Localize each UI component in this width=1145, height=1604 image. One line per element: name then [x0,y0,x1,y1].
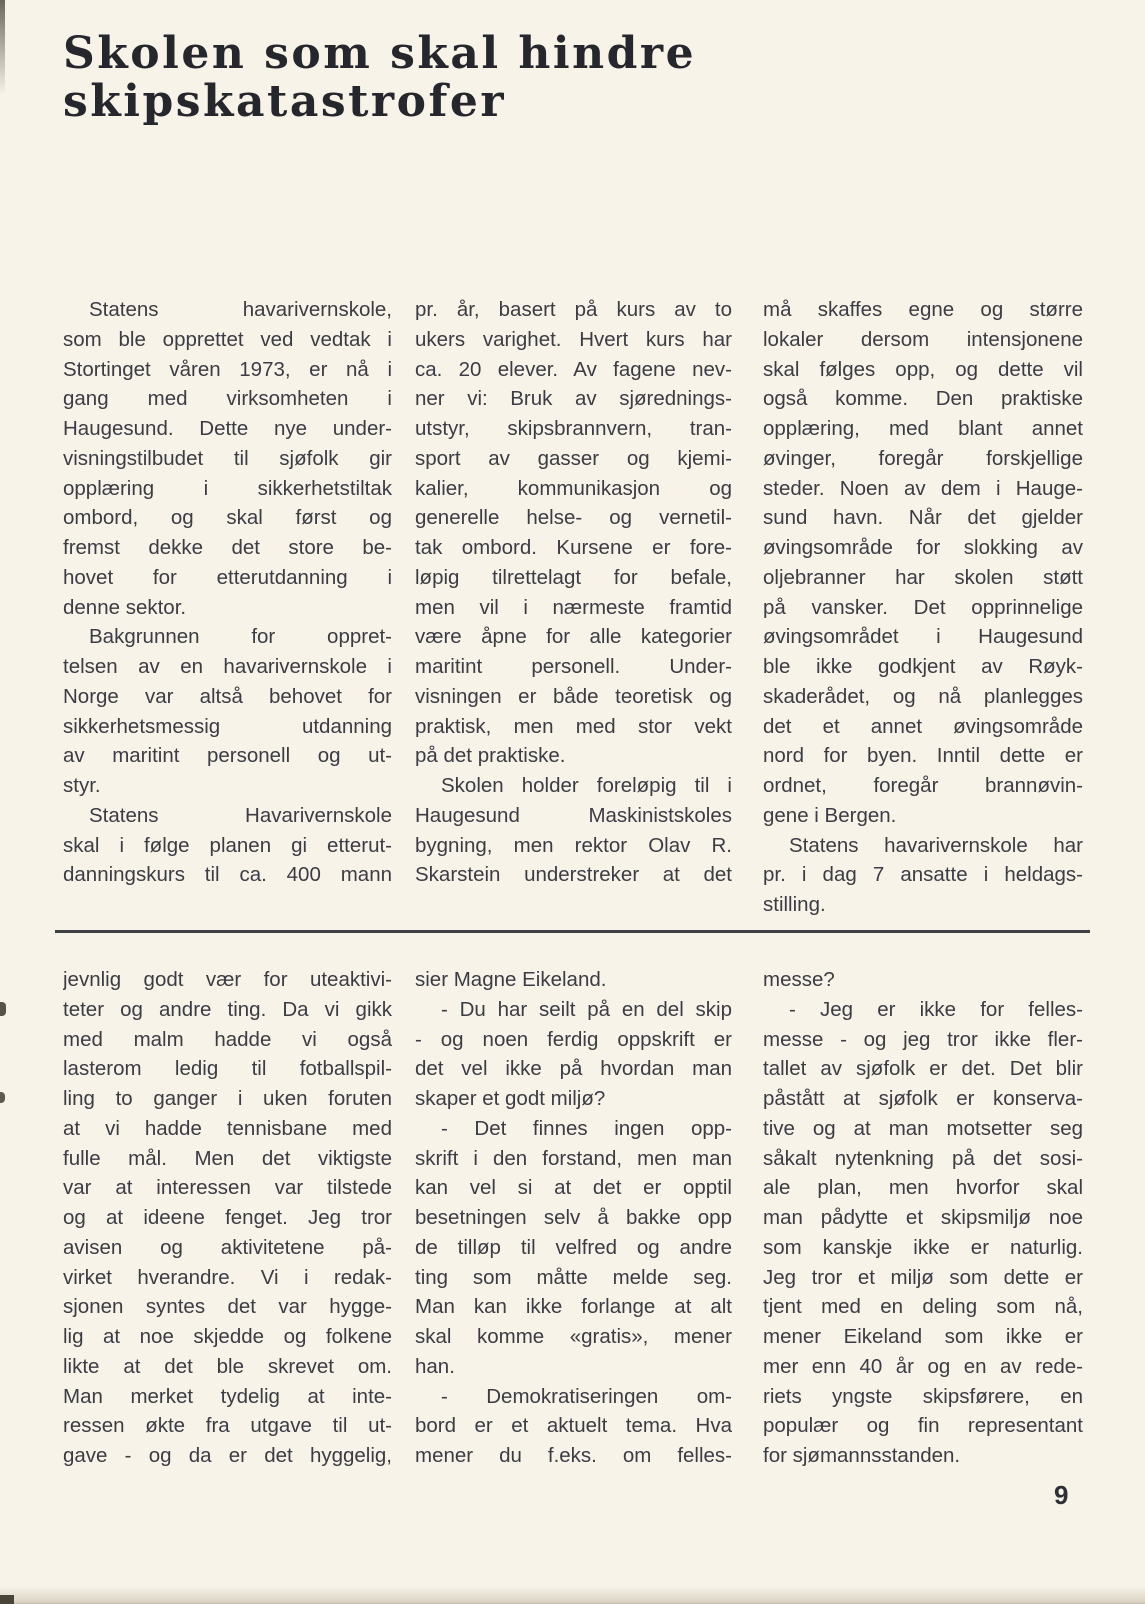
text-line: danningskurs til ca. 400 mann [63,863,392,887]
text-line: visningstilbudet til sjøfolk gir [63,446,392,470]
text-line: lokaler dersom intensjonene [763,327,1083,351]
paragraph [415,771,732,890]
paragraph [415,295,732,771]
paragraph [763,831,1083,920]
text-line: øvinger, foregår forskjellige [763,446,1083,470]
text-line: ling to ganger i uken foruten [63,1087,392,1110]
scan-speck [0,1092,5,1103]
text-line: på vansker. Det opprinnelige [763,595,1083,619]
text-line: generelle helse- og vernetil- [415,506,732,530]
text-line: steder. Noen av dem i Hauge- [763,476,1083,500]
text-line: mener du f.eks. om felles- [415,1444,732,1467]
text-line: pr. i dag 7 ansatte i heldags- [763,863,1083,887]
text-line: messe - og jeg tror ikke fler- [763,1027,1083,1051]
text-line: og at ideene fenget. Jeg tror [63,1206,392,1229]
text-line: lasterom ledig til fotballspil- [63,1057,392,1081]
text-line: ting som måtte melde seg. [415,1265,732,1289]
text-column [763,965,1083,1471]
top-article-columns [63,295,1083,920]
text-line: Statens havarivernskole har [789,833,1083,857]
text-line: sjonen syntes det var hygge- [63,1295,392,1319]
scan-corner-mark [0,1595,14,1604]
text-line: sund havn. Når det gjelder [763,506,1083,530]
text-line: man pådytte et skipsmiljø noe [763,1206,1083,1229]
text-column [415,965,732,1471]
paragraph [763,295,1083,831]
text-line: også komme. Den praktiske [763,387,1083,411]
scan-edge-top-left [0,0,5,95]
text-line: ukers varighet. Hvert kurs har [415,327,732,351]
text-line: maritint personell. Under- [415,655,732,678]
text-line: riets yngste skipsførere, en [763,1384,1083,1408]
text-line: gene i Bergen. [763,803,897,827]
text-line: han. [415,1354,455,1378]
text-line: hovet for etterutdanning i [63,565,392,589]
text-line: oljebranner har skolen støtt [763,565,1083,589]
text-line: ale plan, men hvorfor skal [763,1176,1083,1200]
page-number: 9 [1054,1480,1070,1510]
paragraph [415,965,732,995]
text-line: Skarstein understreker at det [415,863,732,887]
text-line: utstyr, skipsbrannvern, tran- [415,417,732,440]
text-line: som kanskje ikke er naturlig. [763,1235,1083,1259]
scan-speck [0,1002,6,1016]
paragraph [763,995,1083,1471]
text-line: nord for byen. Inntil dette er [763,744,1083,768]
text-line: opplæring i sikkerhetstiltak [63,476,392,500]
text-line: populær og fin representant [763,1414,1083,1438]
text-line: kalier, kommunikasjon og [415,476,732,500]
text-line: skaper et godt miljø? [415,1087,606,1110]
text-line: sier Magne Eikeland. [415,968,607,991]
text-line: løpig tilrettelagt for befale, [415,565,732,589]
text-line: mener Eikeland som ikke er [763,1325,1083,1348]
text-line: telsen av en havarivernskole i [63,655,392,678]
text-line: Skolen holder foreløpig til i [441,774,732,797]
text-line: øvingsområdet i Haugesund [763,625,1083,649]
text-line: styr. [63,774,101,797]
text-line: ner vi: Bruk av sjørednings- [415,387,732,411]
text-line: at vi hadde tennisbane med [63,1116,392,1140]
text-column [63,295,392,920]
text-line: fremst dekke det store be- [63,536,392,559]
text-line: fulle mål. Men det viktigste [63,1146,392,1170]
text-line: sport av gasser og kjemi- [415,446,732,470]
text-line: tive og at man motsetter seg [763,1116,1083,1140]
text-column [763,295,1083,920]
paragraph [63,965,392,1471]
text-line: kan vel si at det er opptil [415,1176,732,1200]
paragraph [415,1382,732,1471]
text-line: var at interessen var tilstede [63,1176,392,1200]
text-line: for sjømannsstanden. [763,1444,961,1467]
text-line: bygning, men rektor Olav R. [415,833,732,857]
text-line: ressen økte fra utgave til ut- [63,1414,392,1438]
paragraph [63,622,392,801]
text-line: sikkerhetsmessig utdanning [63,714,392,738]
text-line: - Det finnes ingen opp- [441,1116,732,1140]
text-line: skal i følge planen gi etterut- [63,833,392,857]
text-line: ordnet, foregår brannøvin- [763,774,1083,797]
text-line: Bakgrunnen for oppret- [89,625,392,649]
text-line: påstått at sjøfolk er konserva- [763,1087,1083,1110]
text-line: som ble opprettet ved vedtak i [63,327,392,351]
text-line: Man kan ikke forlange at alt [415,1295,732,1319]
paragraph [415,995,732,1114]
text-line: messe? [763,968,835,991]
title-line-2: skipskatastrofer [63,76,507,127]
title-line-1: Skolen som skal hindre [63,28,697,79]
text-line: øvingsområde for slokking av [763,536,1083,559]
text-line: de tilløp til velfred og andre [415,1235,732,1259]
text-line: - Demokratiseringen om- [441,1384,732,1408]
text-line: tjent med en deling som nå, [763,1295,1083,1319]
paragraph [763,965,1083,995]
text-line: Jeg tror et miljø som dette er [763,1265,1083,1289]
text-line: besetningen selv å bakke opp [415,1206,732,1229]
text-line: mer enn 40 år og en av rede- [763,1354,1083,1378]
paragraph [415,1114,732,1382]
text-line: bord er et aktuelt tema. Hva [415,1414,732,1438]
text-line: på det praktiske. [415,744,566,768]
text-line: det vel ikke på hvordan man [415,1057,732,1081]
text-line: av maritint personell og ut- [63,744,392,768]
text-line: gave - og da er det hyggelig, [63,1444,392,1467]
text-line: gang med virksomheten i [63,387,392,411]
text-line: teter og andre ting. Da vi gikk [63,997,392,1021]
text-line: skaderådet, og nå planlegges [763,684,1083,708]
text-line: visningen er både teoretisk og [415,684,732,708]
text-line: praktisk, men med stor vekt [415,714,732,738]
text-line: være åpne for alle kategorier [415,625,732,649]
text-line: Haugesund Maskinistskoles [415,803,732,827]
text-line: opplæring, med blant annet [763,417,1083,440]
section-divider [55,930,1090,933]
text-line: virket hverandre. Vi i redak- [63,1265,392,1289]
text-line: skal komme «gratis», mener [415,1325,732,1348]
text-line: ble ikke godkjent av Røyk- [763,655,1083,678]
paragraph [63,295,392,622]
text-line: tak ombord. Kursene er fore- [415,536,732,559]
text-column [63,965,392,1471]
bottom-article-columns [63,965,1083,1471]
text-line: denne sektor. [63,595,187,619]
paragraph [63,801,392,890]
text-line: jevnlig godt vær for uteaktivi- [63,968,392,991]
scan-edge-bottom [0,1586,1145,1604]
text-line: med malm hadde vi også [63,1027,392,1051]
text-line: - Du har seilt på en del skip [441,997,732,1021]
text-line: skrift i den forstand, men man [415,1146,732,1170]
text-line: skal følges opp, og dette vil [763,357,1083,381]
text-line: - Jeg er ikke for felles- [789,997,1083,1021]
text-column [415,295,732,920]
text-line: Stortinget våren 1973, er nå i [63,357,392,381]
article-title [63,30,696,126]
text-line: lig at noe skjedde og folkene [63,1325,392,1348]
text-line: likte at det ble skrevet om. [63,1354,392,1378]
text-line: avisen og aktivitetene på- [63,1235,392,1259]
text-line: det et annet øvingsområde [763,714,1083,738]
text-line: Man merket tydelig at inte- [63,1384,392,1408]
text-line: såkalt nytenkning på det sosi- [763,1146,1083,1170]
text-line: Norge var altså behovet for [63,684,392,708]
text-line: stilling. [763,893,826,916]
text-line: ombord, og skal først og [63,506,392,530]
text-line: må skaffes egne og større [763,298,1083,321]
text-line: ca. 20 elever. Av fagene nev- [415,357,732,381]
text-line: pr. år, basert på kurs av to [415,298,732,321]
text-line: men vil i nærmeste framtid [415,595,732,619]
text-line: Haugesund. Dette nye under- [63,417,392,440]
text-line: - og noen ferdig oppskrift er [415,1027,732,1051]
text-line: tallet av sjøfolk er det. Det blir [763,1057,1083,1081]
text-line: Statens havarivernskole, [89,298,392,321]
text-line: Statens Havarivernskole [89,803,392,827]
